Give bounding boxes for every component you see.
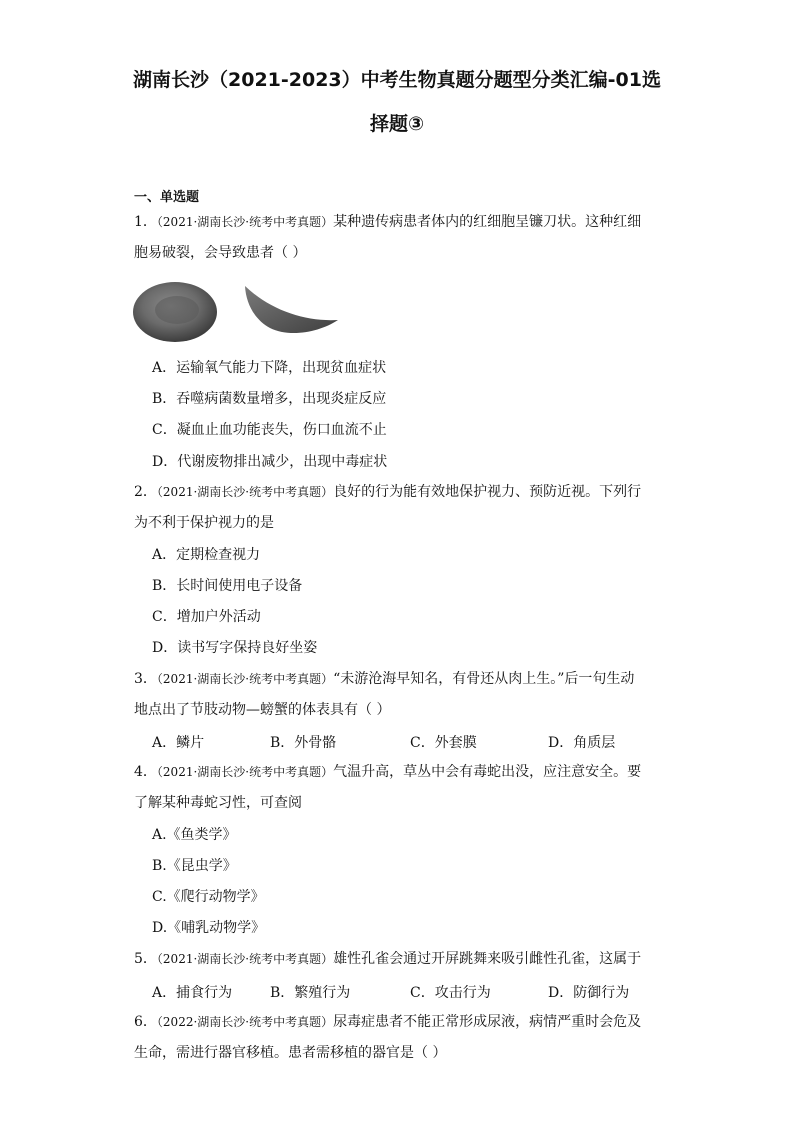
option-5-c: C．攻击行为 [410, 985, 491, 1001]
red-blood-cell-figure [130, 280, 350, 350]
option-3-a: A．鳞片 [152, 735, 205, 751]
question-source: （2021·湖南长沙·统考中考真题） [156, 765, 334, 779]
sickle-red-blood-cell [245, 286, 338, 333]
option-1-a: A．运输氧气能力下降，出现贫血症状 [152, 360, 387, 376]
option-4-a: A.《鱼类学》 [152, 827, 237, 843]
document-title [120, 58, 674, 146]
question-stem: “未游沧海早知名，有骨还从肉上生。”后一句生动 [333, 671, 635, 687]
question-3 [134, 664, 664, 726]
question-2 [134, 477, 664, 539]
question-stem: 某种遗传病患者体内的红细胞呈镰刀状。这种红细 [333, 214, 642, 230]
option-4-b: B.《昆虫学》 [152, 858, 237, 874]
option-3-c: C．外套膜 [410, 735, 477, 751]
question-number: 2． [134, 484, 157, 500]
option-3-b: B．外骨骼 [270, 735, 337, 751]
option-5-d: D．防御行为 [548, 985, 630, 1001]
option-5-b: B．繁殖行为 [270, 985, 351, 1001]
question-stem-continued: 生命，需进行器官移植。患者需移植的器官是（ ） [134, 1045, 447, 1061]
option-3-d: D．角质层 [548, 735, 616, 751]
option-1-c: C．凝血止血功能丧失，伤口血流不止 [152, 422, 387, 438]
option-2-c: C．增加户外活动 [152, 609, 261, 625]
title-line-1: 湖南长沙（2021-2023）中考生物真题分题型分类汇编-01选 [133, 69, 661, 91]
question-source: （2021·湖南长沙·统考中考真题） [156, 215, 334, 229]
normal-red-blood-cell [133, 282, 217, 342]
question-number: 4． [134, 764, 157, 780]
option-2-d: D．读书写字保持良好坐姿 [152, 640, 318, 656]
question-stem: 雄性孔雀会通过开屏跳舞来吸引雌性孔雀，这属于 [333, 951, 642, 967]
question-stem-continued: 地点出了节肢动物—螃蟹的体表具有（ ） [134, 702, 391, 718]
title-line-2: 择题③ [369, 113, 425, 135]
question-number: 3． [134, 671, 157, 687]
question-number: 1． [134, 214, 157, 230]
question-source: （2021·湖南长沙·统考中考真题） [156, 672, 334, 686]
option-1-d: D．代谢废物排出减少，出现中毒症状 [152, 454, 388, 470]
question-source: （2022·湖南长沙·统考中考真题） [156, 1015, 334, 1029]
question-stem-continued: 胞易破裂，会导致患者（ ） [134, 245, 307, 261]
question-stem-continued: 为不利于保护视力的是 [134, 515, 274, 531]
question-6 [134, 1007, 664, 1069]
option-4-c: C.《爬行动物学》 [152, 889, 265, 905]
question-5 [134, 944, 664, 975]
question-1 [134, 207, 664, 269]
section-heading: 一、单选题 [134, 190, 200, 205]
question-source: （2021·湖南长沙·统考中考真题） [156, 485, 334, 499]
question-4 [134, 757, 664, 819]
question-stem: 尿毒症患者不能正常形成尿液，病情严重时会危及 [333, 1014, 642, 1030]
question-source: （2021·湖南长沙·统考中考真题） [156, 952, 334, 966]
option-4-d: D.《哺乳动物学》 [152, 920, 266, 936]
question-number: 5． [134, 951, 157, 967]
option-2-a: A．定期检查视力 [152, 547, 261, 563]
option-1-b: B．吞噬病菌数量增多，出现炎症反应 [152, 391, 387, 407]
option-2-b: B．长时间使用电子设备 [152, 578, 303, 594]
question-stem: 良好的行为能有效地保护视力、预防近视。下列行 [333, 484, 642, 500]
question-stem-continued: 了解某种毒蛇习性，可查阅 [134, 795, 302, 811]
option-5-a: A．捕食行为 [152, 985, 233, 1001]
question-number: 6． [134, 1014, 157, 1030]
question-stem: 气温升高，草丛中会有毒蛇出没，应注意安全。要 [333, 764, 642, 780]
